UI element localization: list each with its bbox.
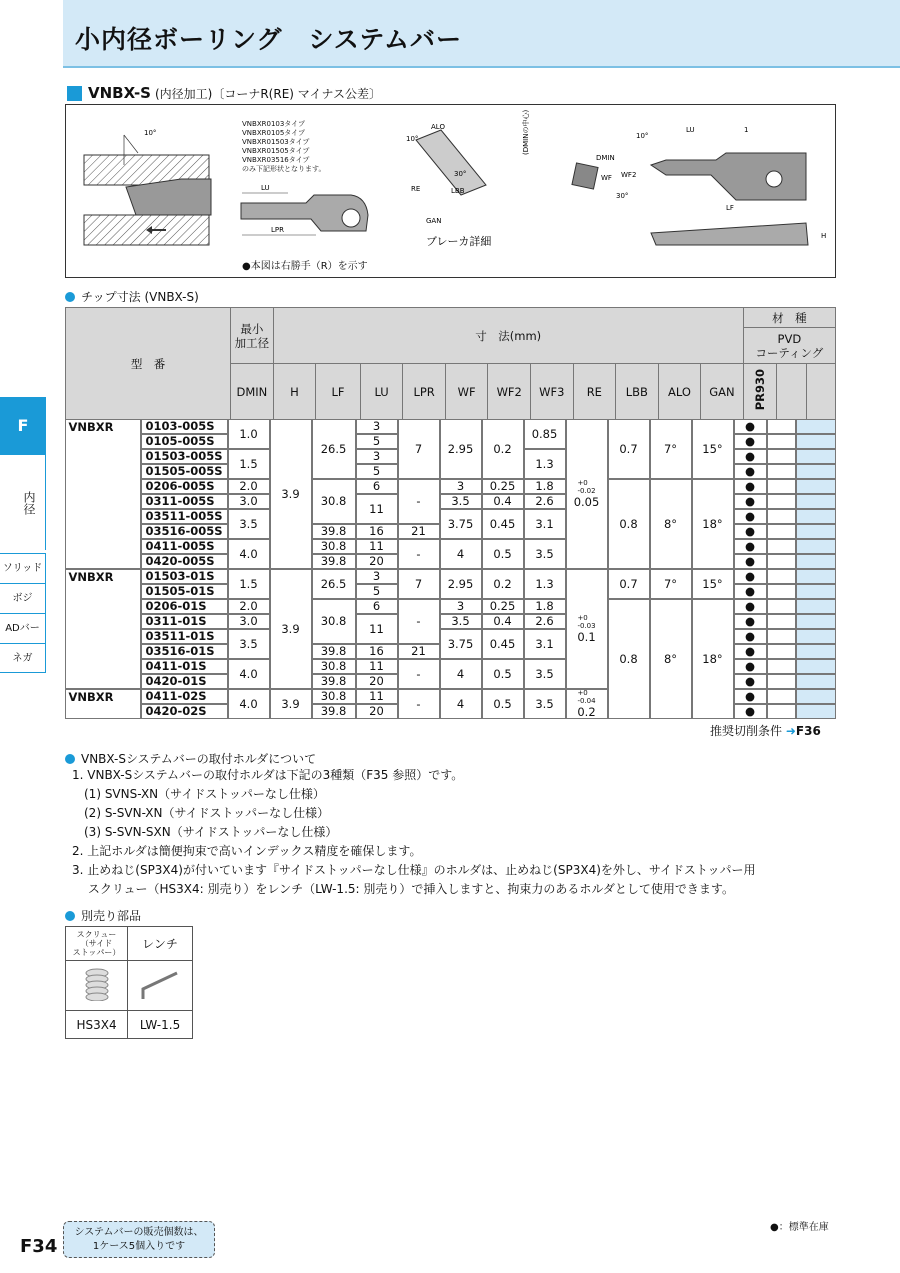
- table-cell: -: [398, 689, 440, 719]
- empty-cell: [796, 584, 836, 599]
- empty-cell: [767, 674, 796, 689]
- table-cell: 3: [440, 599, 482, 614]
- stock-mark: ●: [734, 644, 767, 659]
- table-cell: 4: [440, 689, 482, 719]
- sidebar-tab-f[interactable]: F: [0, 397, 46, 455]
- table-cell: 3: [440, 479, 482, 494]
- table-cell: 3: [356, 569, 398, 584]
- table-cell: 3: [356, 419, 398, 434]
- table-cell: -: [398, 479, 440, 524]
- table-cell: 0.25: [482, 599, 524, 614]
- table-cell: 1.5: [228, 449, 270, 479]
- chip-table: 型 番 最小 加工径 寸 法(mm) 材 種 PVD コーティング DMIN H LF LU LPR WF WF2 WF3 RE LBB ALO GAN PR930: [65, 307, 836, 420]
- empty-cell: [796, 524, 836, 539]
- parts-heading: 別売り部品: [65, 907, 141, 924]
- empty-cell: [767, 644, 796, 659]
- empty-cell: [767, 629, 796, 644]
- table-cell: 0.8: [608, 599, 650, 719]
- empty-cell: [796, 659, 836, 674]
- table-cell: 7: [398, 419, 440, 479]
- table-cell: 4: [440, 539, 482, 569]
- svg-text:ブレーカ詳細: ブレーカ詳細: [426, 235, 492, 248]
- table-cell: 21: [398, 644, 440, 659]
- table-cell: -: [398, 659, 440, 689]
- group-label: VNBXR: [65, 419, 141, 569]
- model-code: 0411-02S: [141, 689, 228, 704]
- table-cell: 0.4: [482, 494, 524, 509]
- table-cell: 0.2: [482, 419, 524, 479]
- empty-cell: [767, 524, 796, 539]
- table-cell: 6: [356, 479, 398, 494]
- stock-mark: ●: [734, 539, 767, 554]
- table-cell: 3.5: [228, 629, 270, 659]
- table-cell: -: [398, 539, 440, 569]
- empty-cell: [767, 494, 796, 509]
- table-cell: 7°: [650, 569, 692, 599]
- model-code: 0420-005S: [141, 554, 228, 569]
- re-value: +0 -0.02 0.05: [566, 419, 608, 569]
- hand-note: ●本図は右勝手（R）を示す: [242, 261, 368, 272]
- model-code: 03516-01S: [141, 644, 228, 659]
- table-cell: 20: [356, 554, 398, 569]
- svg-text:WF2: WF2: [621, 171, 637, 179]
- table-cell: 3.1: [524, 509, 566, 539]
- stock-mark: ●: [734, 629, 767, 644]
- model-code: 0206-01S: [141, 599, 228, 614]
- table-cell: 4: [440, 659, 482, 689]
- table-cell: 30.8: [312, 689, 356, 704]
- stock-mark: ●: [734, 584, 767, 599]
- re-value: +0 -0.04 0.2: [566, 689, 608, 719]
- empty-cell: [796, 644, 836, 659]
- table-cell: 4.0: [228, 539, 270, 569]
- model-code: 01505-01S: [141, 584, 228, 599]
- empty-cell: [767, 614, 796, 629]
- empty-cell: [796, 674, 836, 689]
- svg-text:LBB: LBB: [451, 187, 465, 195]
- empty-cell: [767, 554, 796, 569]
- model-code: 03511-005S: [141, 509, 228, 524]
- table-cell: 5: [356, 464, 398, 479]
- empty-cell: [796, 629, 836, 644]
- stock-mark: ●: [734, 599, 767, 614]
- footer-note: システムバーの販売個数は、 1ケース5個入りです: [63, 1221, 215, 1258]
- table-cell: 3.5: [524, 659, 566, 689]
- svg-text:H: H: [821, 232, 827, 240]
- group-label: VNBXR: [65, 689, 141, 719]
- table-cell: 1.8: [524, 479, 566, 494]
- empty-cell: [767, 659, 796, 674]
- page-header: [63, 0, 900, 68]
- holder-notes: 1. VNBX-Sシステムバーの取付ホルダは下記の3種類（F35 参照）です。 (1) SVNS-XN（サイドストッパーなし仕様） (2) S-SVN-XN（サイドストッパーなし仕様） (3) S-SVN-SXN（サイドストッパーなし仕様） 2. 上記ホルダは簡便拘束で高いインデックス精度を確保します。 3. 止めねじ(SP3X4)が付いています『サイドストッパーなし仕様』のホルダは、止めねじ(SP3X4)を外し、サイドストッパー用 スクリュー（HS3X4: 別売り）をレンチ（LW-1.5: 別売り）で挿入しますと、拘束力のあるホルダとして使用できます。: [72, 768, 756, 896]
- table-cell: 5: [356, 434, 398, 449]
- table-cell: 11: [356, 539, 398, 554]
- grade-pr930: PR930: [752, 369, 767, 411]
- model-code: 01503-01S: [141, 569, 228, 584]
- model-code: 01505-005S: [141, 464, 228, 479]
- svg-text:LF: LF: [726, 204, 734, 212]
- table-cell: 2.6: [524, 614, 566, 629]
- table-cell: 18°: [692, 479, 734, 569]
- empty-cell: [767, 464, 796, 479]
- parts-table: スクリュー （サイド ストッパー） レンチ HS3X4 LW-1.5: [65, 926, 193, 1039]
- table-cell: 11: [356, 614, 398, 644]
- empty-cell: [767, 449, 796, 464]
- h-mat: 材 種: [743, 308, 835, 328]
- type-note: VNBXR0103タイプ VNBXR0105タイプ VNBXR01503タイプ VNBXR01505タイプ VNBXR03516タイプ のみ下記形状となります。: [242, 120, 326, 173]
- table-cell: 3.9: [270, 689, 312, 719]
- recommend-link[interactable]: 推奨切削条件 ➜F36: [710, 724, 821, 738]
- model-code: 0311-005S: [141, 494, 228, 509]
- section-marker: [67, 86, 82, 101]
- table-cell: 11: [356, 659, 398, 674]
- table-cell: 2.0: [228, 599, 270, 614]
- sidebar-item-posi[interactable]: ボジ: [0, 583, 46, 613]
- table-cell: 3.5: [228, 509, 270, 539]
- table-cell: 8°: [650, 599, 692, 719]
- svg-text:1: 1: [744, 126, 749, 134]
- stock-mark: ●: [734, 449, 767, 464]
- table-cell: 8°: [650, 479, 692, 569]
- table-cell: 0.5: [482, 539, 524, 569]
- empty-cell: [796, 614, 836, 629]
- table-cell: 1.3: [524, 569, 566, 599]
- table-cell: 3.1: [524, 629, 566, 659]
- empty-cell: [796, 479, 836, 494]
- table-cell: 3.0: [228, 494, 270, 509]
- table-cell: 4.0: [228, 689, 270, 719]
- empty-cell: [796, 554, 836, 569]
- re-value: +0 -0.03 0.1: [566, 569, 608, 689]
- h-model: 型 番: [66, 308, 231, 420]
- sidebar-item-adbar[interactable]: ADバー: [0, 613, 46, 643]
- table-cell: 3.5: [440, 494, 482, 509]
- page-number: F34: [20, 1236, 58, 1257]
- table-cell: 3.75: [440, 629, 482, 659]
- wrench-icon: [135, 967, 185, 1001]
- sidebar-item-solid[interactable]: ソリッド: [0, 553, 46, 583]
- table-cell: 4.0: [228, 659, 270, 689]
- empty-cell: [796, 704, 836, 719]
- table-cell: 16: [356, 524, 398, 539]
- stock-mark: ●: [734, 674, 767, 689]
- svg-text:GAN: GAN: [426, 217, 442, 225]
- stock-mark: ●: [734, 614, 767, 629]
- svg-text:30°: 30°: [616, 192, 629, 200]
- svg-text:WF: WF: [601, 174, 612, 182]
- empty-cell: [767, 419, 796, 434]
- table-cell: 0.25: [482, 479, 524, 494]
- table-cell: 5: [356, 584, 398, 599]
- empty-cell: [767, 434, 796, 449]
- table-cell: 39.8: [312, 554, 356, 569]
- table-cell: 7: [398, 569, 440, 599]
- svg-text:10°: 10°: [144, 129, 157, 137]
- table-cell: 0.45: [482, 509, 524, 539]
- stock-mark: ●: [734, 569, 767, 584]
- diagram-drawing: [66, 105, 837, 279]
- empty-cell: [767, 569, 796, 584]
- model-code: 0311-01S: [141, 614, 228, 629]
- h-pvd: PVD コーティング: [743, 328, 835, 364]
- svg-text:DMIN: DMIN: [596, 154, 615, 162]
- stock-mark: ●: [734, 554, 767, 569]
- empty-cell: [796, 434, 836, 449]
- table-cell: 2.95: [440, 569, 482, 599]
- table-cell: 2.6: [524, 494, 566, 509]
- screw-icon: [82, 967, 112, 1001]
- empty-cell: [767, 539, 796, 554]
- empty-cell: [767, 479, 796, 494]
- stock-mark: ●: [734, 524, 767, 539]
- table-cell: 2.95: [440, 419, 482, 479]
- table-cell: 1.8: [524, 599, 566, 614]
- empty-cell: [796, 464, 836, 479]
- model-code: 0206-005S: [141, 479, 228, 494]
- model-code: 0103-005S: [141, 419, 228, 434]
- table-cell: 1.3: [524, 449, 566, 479]
- holder-heading: VNBX-Sシステムバーの取付ホルダについて: [65, 750, 316, 767]
- table-cell: 3.0: [228, 614, 270, 629]
- empty-cell: [796, 419, 836, 434]
- model-code: 03511-01S: [141, 629, 228, 644]
- page-title: 小内径ボーリング システムバー: [75, 25, 463, 54]
- table-cell: 11: [356, 689, 398, 704]
- model-code: 01503-005S: [141, 449, 228, 464]
- svg-text:10°: 10°: [636, 132, 649, 140]
- table-cell: 15°: [692, 419, 734, 479]
- stock-mark: ●: [734, 419, 767, 434]
- table-cell: 0.7: [608, 419, 650, 479]
- table-cell: 3.75: [440, 509, 482, 539]
- section-title: [67, 84, 381, 102]
- table-cell: 39.8: [312, 704, 356, 719]
- svg-text:ALO: ALO: [431, 123, 445, 131]
- table-cell: 30.8: [312, 479, 356, 524]
- table-cell: 1.5: [228, 569, 270, 599]
- svg-text:LU: LU: [261, 184, 270, 192]
- table-cell: 0.5: [482, 689, 524, 719]
- table-cell: 0.45: [482, 629, 524, 659]
- table-cell: 3.5: [524, 539, 566, 569]
- empty-cell: [767, 704, 796, 719]
- stock-mark: ●: [734, 704, 767, 719]
- table-cell: 0.8: [608, 479, 650, 569]
- table-cell: 3.5: [524, 689, 566, 719]
- tool-diagram: [65, 104, 836, 278]
- table-cell: 16: [356, 644, 398, 659]
- table-cell: 3.9: [270, 569, 312, 689]
- table-cell: 26.5: [312, 419, 356, 479]
- table-cell: 21: [398, 524, 440, 539]
- table-cell: 20: [356, 674, 398, 689]
- table-cell: 11: [356, 494, 398, 524]
- table-cell: 39.8: [312, 644, 356, 659]
- model-code: 03516-005S: [141, 524, 228, 539]
- table-cell: 0.2: [482, 569, 524, 599]
- model-code: 0420-02S: [141, 704, 228, 719]
- sidebar-item-nega[interactable]: ネガ: [0, 643, 46, 673]
- empty-cell: [796, 494, 836, 509]
- svg-text:RE: RE: [411, 185, 421, 193]
- model-code: 0420-01S: [141, 674, 228, 689]
- empty-cell: [796, 689, 836, 704]
- empty-cell: [796, 569, 836, 584]
- empty-cell: [796, 539, 836, 554]
- model-code: 0411-01S: [141, 659, 228, 674]
- table-cell: 15°: [692, 569, 734, 599]
- table-cell: 0.7: [608, 569, 650, 599]
- svg-text:(DMINの中心): (DMINの中心): [522, 109, 530, 155]
- table-cell: 0.85: [524, 419, 566, 449]
- stock-mark: ●: [734, 509, 767, 524]
- stock-legend: ●：標準在庫: [770, 1222, 829, 1233]
- table-cell: -: [398, 599, 440, 644]
- model-code: 0411-005S: [141, 539, 228, 554]
- table-cell: 0.5: [482, 659, 524, 689]
- table-cell: 3.9: [270, 419, 312, 569]
- h-dims: 寸 法(mm): [273, 308, 743, 364]
- table-cell: 18°: [692, 599, 734, 719]
- sidebar-section-label: 内径: [0, 455, 46, 550]
- empty-cell: [767, 599, 796, 614]
- empty-cell: [767, 509, 796, 524]
- table-cell: 30.8: [312, 659, 356, 674]
- empty-cell: [796, 509, 836, 524]
- stock-mark: ●: [734, 494, 767, 509]
- table-cell: 3.5: [440, 614, 482, 629]
- table-cell: 26.5: [312, 569, 356, 599]
- stock-mark: ●: [734, 464, 767, 479]
- stock-mark: ●: [734, 434, 767, 449]
- svg-text:30°: 30°: [454, 170, 467, 178]
- model-code: 0105-005S: [141, 434, 228, 449]
- table-cell: 6: [356, 599, 398, 614]
- table-cell: 39.8: [312, 674, 356, 689]
- empty-cell: [767, 584, 796, 599]
- stock-mark: ●: [734, 659, 767, 674]
- table-cell: 7°: [650, 419, 692, 479]
- svg-text:10°: 10°: [406, 135, 419, 143]
- table-cell: 20: [356, 704, 398, 719]
- svg-text:LPR: LPR: [271, 226, 284, 234]
- svg-text:LU: LU: [686, 126, 695, 134]
- table-cell: 30.8: [312, 539, 356, 554]
- section-subtitle: (内径加工)〔コーナR(RE) マイナス公差〕: [154, 86, 382, 101]
- table-cell: 1.0: [228, 419, 270, 449]
- stock-mark: ●: [734, 689, 767, 704]
- stock-mark: ●: [734, 479, 767, 494]
- table-cell: 39.8: [312, 524, 356, 539]
- group-label: VNBXR: [65, 569, 141, 689]
- table-cell: 2.0: [228, 479, 270, 494]
- section-name: VNBX-S: [88, 84, 151, 102]
- table-cell: 3: [356, 449, 398, 464]
- table-cell: 0.4: [482, 614, 524, 629]
- chip-heading: チップ寸法 (VNBX-S): [65, 288, 199, 305]
- h-min: 最小 加工径: [231, 308, 274, 364]
- empty-cell: [767, 689, 796, 704]
- empty-cell: [796, 449, 836, 464]
- table-cell: 30.8: [312, 599, 356, 644]
- empty-cell: [796, 599, 836, 614]
